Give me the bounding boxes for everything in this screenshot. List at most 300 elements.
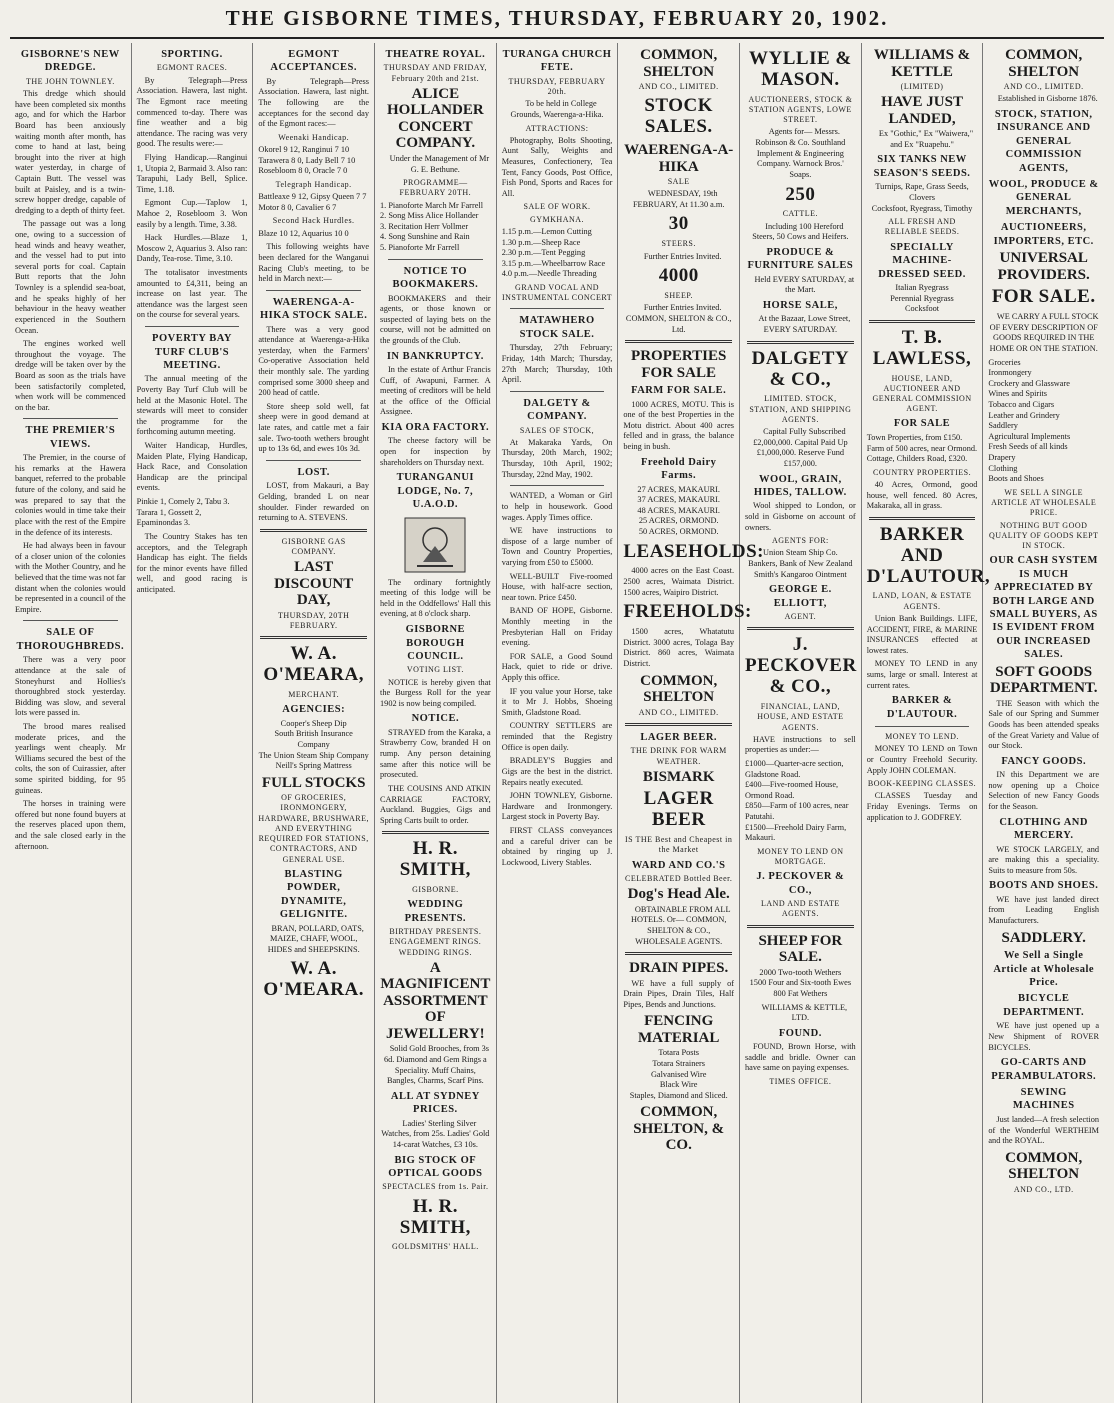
ad-text: WE have a full supply of Drain Pipes, Drain Tiles, Half Pipes, Bends and Junctions. [623, 978, 735, 1009]
subheadline: Weenaki Handicap. [278, 132, 350, 142]
classified-ad: WE have instructions to dispose of a large number of Town and Country Properties, varying from £50 to £5000. [501, 526, 613, 567]
column-9 [983, 43, 1104, 1403]
ad-headline: We Sell a Single Article at Wholesale Price. [993, 950, 1095, 989]
list-item: Totara Strainers [652, 1059, 706, 1069]
headline: POVERTY BAY TURF CLUB'S MEETING. [152, 333, 232, 371]
divider [747, 925, 854, 928]
subheadline: EGMONT RACES. [156, 63, 228, 73]
ad-headline: GO-CARTS AND PERAMBULATORS. [991, 1057, 1097, 1082]
ad-headline: BIG STOCK OF OPTICAL GOODS [388, 1154, 483, 1180]
ad-text: At Makaraka Yards, On Thursday, 20th March, 1902; Thursday, 10th April, 1902; Thursday, 22nd May, 1902. [501, 437, 613, 479]
sheep-list [745, 968, 856, 1000]
list-item: 50 ACRES, ORMOND. [638, 526, 719, 536]
article-paragraph: The Country Stakes has ten acceptors, and the Telegraph Handicap has eight. The fields for the minor events have filled well, and good racing is anticipated. [136, 531, 248, 594]
ad-headline: AUCTIONEERS, IMPORTERS, ETC. [993, 222, 1094, 247]
list-item: Fresh Seeds of all kinds [988, 442, 1068, 452]
ad-text: 40 Acres, Ormond, good house, well fenced. 80 Acres, Makaraka, all in grass. [866, 479, 978, 511]
list-item: 1500 Four and Six-tooth Ewes [749, 978, 852, 988]
ad-text: WEDNESDAY, 19th FEBRUARY, At 11.30 a.m. [632, 189, 725, 209]
divider [625, 952, 732, 955]
list-item: £850—Farm of 100 acres, near Patutahi. [745, 801, 849, 822]
classified-ad: BRADLEY'S Buggies and Gigs are the best in the district. Repairs neatly executed. [501, 756, 613, 787]
article-paragraph: The totalisator investments amounted to £4,311, being an increase on last year. The attendance was the largest seen on the course for several years. [136, 268, 248, 320]
company-name: COMMON, SHELTON [640, 672, 718, 706]
company-subtitle: AND CO., LIMITED. [1003, 82, 1084, 91]
ad-number: 4000 [658, 265, 699, 287]
ad-headline: UNIVERSAL PROVIDERS. [997, 250, 1090, 283]
headline: GISBORNE'S NEW DREDGE. [20, 49, 120, 74]
subheadline: THE JOHN TOWNLEY. [25, 76, 115, 86]
ad-headline: SOFT GOODS DEPARTMENT. [989, 663, 1098, 697]
article-paragraph: Store sheep sold well, fat sheep were in good demand at late rates, and cattle met a fair sale. Two-tooth wethers brought up to 13s 6d, and ewes 10s 3d. [258, 401, 370, 454]
ad-text: IN this Department we are now opening up a Choice Selection of new Fancy Goods for the Season. [988, 770, 1100, 812]
classified-ad: WELL-BUILT Five-roomed House, with half-acre section, near town. Price £450. [501, 571, 613, 602]
list-item: Cottage, Childers Road, £320. [866, 454, 968, 464]
list-item: Battleaxe 9 12, Gipsy Queen 7 7 [258, 192, 367, 202]
ad-headline: FOR SALE. [991, 286, 1096, 308]
article-paragraph: He had always been in favour of a closer union of the colonies with the Mother Country, and he believed that the time was not far distant when the colonies would be represented in a council of the Empire. [15, 541, 126, 614]
company-name: T. B. LAWLESS, [872, 326, 972, 369]
list-item: Pinkie 1, Comely 2, Tabu 3. [136, 497, 230, 507]
ad-text: Wool shipped to London, or sold in Gisborne on account of owners. [745, 501, 856, 532]
article-paragraph: The horses in training were offered but none found buyers at the reserves placed upon them, and the sale closed early in the afternoon. [15, 799, 126, 851]
list-item: Smith's Kangaroo Ointment [753, 569, 847, 579]
ad-headline: ALL AT SYDNEY PRICES. [390, 1090, 480, 1116]
agents-list [745, 548, 856, 580]
headline: NOTICE TO BOOKMAKERS. [392, 265, 479, 291]
ad-text: Held EVERY SATURDAY, at the Mart. [754, 274, 855, 295]
ad-headline: SHEEP FOR SALE. [758, 932, 843, 966]
ad-text: Ladies' Sterling Silver Watches, from 25s. Ladies' Gold 14-carat Watches, £3 10s. [381, 1118, 490, 1149]
notice-text: In the estate of Arthur Francis Cuff, of Awapuni, Farmer. A meeting of creditors will be held at the office of the Official Assignee. [380, 365, 491, 417]
merchant-town: GISBORNE. [412, 885, 459, 895]
ad-headline: WOOL, GRAIN, HIDES, TALLOW. [753, 473, 847, 498]
ad-subtext: THE DRINK FOR WARM WEATHER. [630, 746, 727, 766]
list-item: 48 ACRES, MAKAURI. [637, 505, 720, 515]
list-item: Crockery and Glassware [988, 378, 1070, 388]
ad-text: Under the Management of Mr G. E. Bethune. [389, 153, 490, 174]
ad-headline: PRODUCE & FURNITURE SALES [747, 246, 854, 272]
ad-text: THE Season with which the Sale of our Spring and Summer Goods has been attended speaks of the Great Variety and Value of our Stock. [988, 698, 1100, 751]
ad-headline: FULL STOCKS [261, 774, 366, 791]
subheadline: MONEY TO LEND. [885, 732, 959, 742]
ad-text: Just landed—A fresh selection of the Wonderful WERTHEIM and the ROYAL. [988, 1114, 1100, 1146]
divider [23, 620, 118, 621]
notice-text: The ordinary fortnightly meeting of this lodge will be held in the Oddfellows' Hall this evening, at 8 o'clock sharp. [380, 577, 491, 619]
ad-headline: LEASEHOLDS: [623, 540, 765, 562]
gymkhana-list [502, 227, 613, 280]
column-3 [253, 43, 375, 1403]
list-item: 1. Pianoforte March Mr Farrell [380, 200, 484, 210]
subheadline: GRAND VOCAL AND INSTRUMENTAL CONCERT [501, 282, 613, 303]
company-name: COMMON, SHELTON, & CO. [633, 1104, 725, 1154]
list-item: 800 Fat Wethers [773, 988, 828, 998]
notice-text: MONEY TO LEND on Town or Country Freehold Security. Apply JOHN COLEMAN. [866, 744, 978, 775]
ad-headline: ALICE HOLLANDER CONCERT COMPANY. [387, 85, 484, 152]
company-name: COMMON, SHELTON [1005, 47, 1083, 80]
ad-text: MONEY TO LEND in any sums, large or small. Interest at current rates. [866, 659, 978, 690]
headline: KIA ORA FACTORY. [381, 422, 490, 434]
divider [260, 529, 367, 532]
subheadline: BOOK-KEEPING CLASSES. [867, 779, 977, 789]
ad-text: Thursday, 27th February; Friday, 14th March; Thursday, 27th March; Thursday, 10th April. [501, 343, 613, 385]
ad-headline: BLASTING POWDER, DYNAMITE, GELIGNITE. [279, 868, 348, 921]
ad-text: WE have just landed direct from Leading English Manufacturers. [988, 894, 1100, 926]
ad-headline: STOCK, STATION, INSURANCE AND GENERAL COMMISSION AGENTS, [994, 108, 1093, 174]
fencing-list [623, 1048, 734, 1101]
ad-headline: WAERENGA-A-HIKA [624, 142, 734, 175]
ad-subtext: SPECTACLES from 1s. Pair. [382, 1182, 489, 1192]
list-item: 37 ACRES, MAKAURI. [637, 495, 720, 505]
subheadline: VOTING LIST. [406, 665, 464, 675]
subheadline: COUNTRY PROPERTIES. [873, 467, 972, 477]
ad-subtext: CELEBRATED Bottled Beer. [625, 873, 733, 883]
article-paragraph: The passage out was a long one, owing to a succession of head winds and heavy weather, and the vessel had to put into several ports for coal. Captain Butt reports that the John Townley is a splendid sea-boat, and he speaks highly of her behaviour in the heavy weather experienced in the Southern Ocean. [15, 219, 126, 335]
list-item: 5. Pianoforte Mr Farrell [380, 243, 460, 253]
ad-text: WILLIAMS & KETTLE, LTD. [761, 1002, 848, 1023]
column-5 [497, 43, 619, 1403]
subheadline: SALES OF STOCK, [519, 425, 595, 435]
ad-headline: DRAIN PIPES. [629, 960, 729, 977]
subheadline: MONEY TO LEND ON MORTGAGE. [757, 846, 844, 867]
list-item: 2.30 p.m.—Tent Pegging [501, 248, 586, 258]
divider [382, 831, 489, 834]
ad-headline: BICYCLE DEPARTMENT. [1003, 993, 1085, 1018]
headline: GISBORNE BOROUGH COUNCIL. [405, 624, 466, 662]
merchant-name: W. A. O'MEARA. [263, 958, 364, 1001]
list-item: Drapery [988, 453, 1016, 463]
list-item: Blaze 10 12, Aquarius 10 0 [258, 228, 349, 238]
ad-subtext: STEERS. [661, 239, 696, 249]
list-item: Neill's Spring Mattress [275, 761, 352, 771]
acceptances-list [258, 229, 369, 240]
ad-headline: AGENCIES: [282, 704, 346, 716]
list-item: Turnips, Rape, Grass Seeds, Clovers [875, 182, 969, 202]
notice-text: STRAYED from the Karaka, a Strawberry Cow, branded H on rump. Any person detaining same after this notice will be prosecuted. [380, 727, 491, 780]
ad-text: OBTAINABLE FROM ALL HOTELS. Or— COMMON, SHELTON & CO., WHOLESALE AGENTS. [630, 904, 731, 946]
merchant-name: H. R. SMITH, [399, 1195, 471, 1238]
subheadline: WE SELL A SINGLE ARTICLE AT WHOLESALE PRICE. [991, 487, 1097, 518]
ad-headline: A MAGNIFICENT ASSORTMENT OF JEWELLERY! [380, 959, 491, 1042]
subheadline: AGENTS FOR: [771, 536, 829, 546]
company-name: COMMON, SHELTON [640, 47, 718, 80]
column-8 [862, 43, 991, 1403]
list-item: Agricultural Implements [988, 431, 1071, 441]
divider [747, 341, 854, 344]
ad-subtext: SHEEP. [664, 291, 693, 301]
divider [266, 460, 361, 461]
acceptances-list [258, 192, 369, 213]
list-item: Motor 8 0, Cavalier 6 7 [258, 202, 337, 212]
company-name: WILLIAMS & KETTLE [873, 47, 971, 80]
article-paragraph: By Telegraph—Press Association. Hawera, last night. The Egmont race meeting commenced to-day. There was fine weather and a big attendance. The racing was very good. The results were:— [136, 75, 248, 149]
column-7 [740, 43, 862, 1403]
ad-headline: LAST DISCOUNT DAY, [274, 559, 354, 609]
subheadline: ATTRACTIONS: [525, 123, 589, 133]
headline: TURANGA CHURCH FETE. [502, 49, 612, 74]
company-subtitle: LIMITED. STOCK, STATION, AND SHIPPING AGENTS. [749, 394, 852, 424]
programme-list [380, 201, 491, 254]
list-item: Italian Ryegrass [895, 282, 949, 292]
classified-ad: FOR SALE, a Good Sound Hack, quiet to ride or drive. Apply this office. [501, 651, 613, 683]
ad-headline: PROPERTIES FOR SALE [631, 348, 727, 381]
lodge-emblem-icon [403, 516, 467, 574]
headline: WAERENGA-A-HIKA STOCK SALE. [260, 296, 368, 322]
divider [625, 723, 732, 726]
headline: IN BANKRUPTCY. [386, 350, 484, 362]
divider [266, 290, 361, 291]
ad-text: Capital Fully Subscribed £2,000,000. Capital Paid Up £1,000,000. Reserve Fund £157,000. [753, 427, 848, 468]
list-item: Tobacco and Cigars [988, 399, 1055, 409]
company-name: BARKER AND D'LAUTOUR, [866, 523, 991, 587]
list-item: Totara Posts [658, 1048, 700, 1058]
headline: TURANGANUI LODGE, No. 7, U.A.O.D. [396, 472, 475, 511]
article-paragraph: By Telegraph—Press Association. Hawera, last night. The following are the acceptances for the second day of the Egmont races:— [258, 76, 370, 129]
results-list [137, 497, 248, 529]
merchant-name: W. A. O'MEARA, [263, 643, 364, 686]
ad-subtext: BIRTHDAY PRESENTS. ENGAGEMENT RINGS. WEDDING RINGS. [389, 927, 482, 957]
headline: SALE OF THOROUGHBREDS. [16, 627, 125, 652]
goods-list [988, 358, 1099, 485]
list-item: Farm of 500 acres, near Ormond. [866, 443, 978, 453]
subheadline: SALE OF WORK. [523, 202, 591, 212]
notice-text: CLASSES Tuesday and Friday Evenings. Terms on application to J. GODFREY. [866, 791, 978, 822]
list-item: Cocksfoot [904, 304, 940, 314]
list-item: 3. Recitation Herr Vollmer [380, 221, 469, 231]
headline: DALGETY & COMPANY. [523, 397, 591, 423]
subheadline: TIMES OFFICE. [769, 1077, 832, 1087]
list-item: Clothing [988, 463, 1018, 473]
company-subtitle: (LIMITED) [900, 82, 944, 91]
ad-text: 1000 ACRES, MOTU. This is one of the best Properties in the Motu district. About 400 acres felled and in grass, the balance being in bush. [623, 399, 735, 452]
list-item: Rosebloom 8 0, Oracle 7 0 [258, 166, 348, 176]
list-item: Town Properties, from £150. [866, 432, 963, 442]
divider [388, 259, 483, 260]
ad-headline: FARM FOR SALE. [631, 385, 727, 397]
ad-text: At the Bazaar, Lowe Street, EVERY SATURDAY. [758, 314, 851, 335]
divider [875, 726, 970, 727]
ad-headline: STOCK SALES. [644, 95, 714, 138]
company-name: GISBORNE GAS COMPANY. [281, 536, 346, 557]
ad-subtext: IS THE Best and Cheapest in the Market [625, 835, 733, 855]
ad-text: Photography, Bolts Shooting, Aunt Sally, Weights and Measures, Confectionery, Tea Tent, Fancy Goods, Post Office, Fish Pond, Sports and Races for All. [501, 135, 613, 198]
divider [145, 326, 240, 327]
subheadline: Second Hack Hurdles. [272, 216, 355, 226]
list-item: Leather and Grindery [988, 410, 1060, 420]
headline: THE PREMIER'S VIEWS. [25, 425, 116, 450]
ad-headline: WOOL, PRODUCE & GENERAL MERCHANTS, [988, 179, 1099, 217]
company-name: WYLLIE & MASON. [749, 48, 852, 90]
list-item: Groceries [988, 357, 1021, 367]
ad-headline: FANCY GOODS. [1001, 755, 1087, 767]
article-paragraph: The brood mares realised moderate prices, and the yearlings went cheaply. Mr Williams secured the best of the colts, the son of Cuirassier, after some spirited bidding, for 95 guineas. [15, 721, 126, 795]
list-item: South British Insurance Company [274, 729, 353, 749]
ad-headline: THEATRE ROYAL. [385, 49, 486, 60]
race-result: Egmont Cup.—Taplow 1, Mahoe 2, Rosebloom 3. Won easily by a length. Time, 3.38. [136, 198, 248, 229]
ad-subtext: CATTLE. [782, 209, 818, 219]
ad-text: Established in Gisborne 1876. [997, 94, 1098, 104]
list-item: 25 ACRES, ORMOND. [638, 516, 719, 526]
ad-date: THURSDAY, 20TH FEBRUARY. [277, 610, 350, 630]
ad-headline: FREEHOLDS: [623, 601, 752, 623]
list-item: Tarawera 8 0, Lady Bell 7 10 [258, 155, 356, 165]
article-paragraph: The Premier, in the course of his remarks at the Hawera banquet, referred to the probable future of the colony, and said he was prepared to say that the colonies would in time take their place with the rest of the Empire in the defence of its interests. [15, 453, 126, 537]
ad-text: WE CARRY A FULL STOCK OF EVERY DESCRIPTION OF GOODS REQUIRED IN THE HOME OR ON THE STATION. [989, 312, 1099, 353]
divider [510, 391, 605, 392]
ad-subtext: OF GROCERIES, IRONMONGERY, HARDWARE, BRUSHWARE, AND EVERYTHING REQUIRED FOR STATIONS, CONTRACTORS, AND GENERAL USE. [258, 793, 370, 864]
list-item: Galvanised Wire [650, 1069, 707, 1079]
ad-subtext: THURSDAY AND FRIDAY, February 20th and 21st. [383, 63, 488, 83]
agencies-list [258, 719, 369, 772]
ad-headline: FENCING MATERIAL [637, 1013, 720, 1046]
ad-number: 30 [668, 213, 689, 235]
company-name: J. PECKOVER & CO., [745, 634, 857, 698]
subheadline: PROGRAMME—FEBRUARY 20TH. [399, 178, 472, 198]
ad-text: HAVE instructions to sell properties as under:— [745, 734, 856, 755]
ad-number: 250 [785, 183, 816, 205]
divider [747, 627, 854, 630]
classified-ad: FIRST CLASS conveyances and a careful driver can be obtained by ringing up J. Lockwood, Livery Stables. [501, 825, 613, 867]
company-name: DALGETY & CO., [751, 347, 850, 390]
company-subtitle: AND CO., LIMITED. [638, 707, 719, 717]
list-item: 1.15 p.m.—Lemon Cutting [501, 226, 592, 236]
list-item: Cocksfoot, Ryegrass, Timothy [871, 203, 973, 213]
notice-text: BOOKMAKERS and their agents, or those known or suspected of laying bets on the course, will not be admitted on the grounds of the Club. [380, 293, 491, 345]
headline: FOUND. [778, 1027, 822, 1039]
ad-text: Further Entries Invited. COMMON, SHELTON & CO., Ltd. [625, 303, 732, 334]
list-item: Saddlery [988, 421, 1018, 431]
list-item: Okorel 9 12, Ranginui 7 10 [258, 145, 350, 155]
divider [869, 320, 976, 323]
company-subtitle: LAND, LOAN, & ESTATE AGENTS. [872, 591, 972, 611]
list-item: 2000 Two-tooth Wethers [759, 967, 842, 977]
notice-text: NOTICE is hereby given that the Burgess Roll for the year 1902 is now being compiled. [380, 677, 491, 708]
seeds-list [867, 283, 978, 315]
classified-ad: JOHN TOWNLEY, Gisborne. Hardware and Ironmongery. Largest stock in Poverty Bay. [501, 791, 613, 822]
company-subtitle: LAND AND ESTATE AGENTS. [760, 899, 840, 919]
ad-headline: SADDLERY. [1001, 929, 1086, 946]
ad-headline: Dog's Head Ale. [627, 886, 730, 903]
ad-headline: WARD AND CO.'S [631, 859, 726, 871]
list-item: 4. Song Sunshine and Rain [380, 232, 470, 242]
seeds-list [867, 182, 978, 214]
classified-ad: BAND OF HOPE, Gisborne. Monthly meeting in the Presbyterian Hall on Friday evening. [501, 606, 613, 648]
headline: MATAWHERO STOCK SALE. [519, 315, 595, 340]
article-paragraph: Waiter Handicap, Hurdles, Maiden Plate, Flying Handicap, Hack Race, and Consolation Handicap are the principal events. [136, 441, 248, 493]
list-item: Perennial Ryegrass [890, 293, 954, 303]
column-1 [10, 43, 132, 1403]
classified-ad: IF you value your Horse, take it to Mr J. Hobbs, Shoeing Smith, Gladstone Road. [501, 686, 613, 717]
headline: NOTICE. [411, 713, 460, 725]
masthead: THE GISBORNE TIMES, THURSDAY, FEBRUARY 20, 1902. [10, 6, 1104, 39]
race-result: Hack Hurdles.—Blaze 1, Moscow 2, Aquarius 3. Also ran: Dandy, Tea-rose. Time, 3.10. [136, 233, 248, 264]
ad-headline: HAVE JUST LANDED, [881, 94, 963, 127]
article-paragraph: There was a very good attendance at Waerenga-a-Hika yesterday, when the Farmers' Co-operative Association held their monthly sale. The yarding comprised some 3000 sheep and 200 head of cattle. [258, 324, 370, 398]
divider [260, 636, 367, 639]
list-item: 1.30 p.m.—Sheep Race [501, 237, 581, 247]
properties-list [745, 759, 856, 844]
ad-text: WE have just opened up a New Shipment of ROVER BICYCLES. [988, 1021, 1100, 1052]
ad-text: 4000 acres on the East Coast. 2500 acres, Waimata District. 1500 acres, Waipiro District. [623, 566, 735, 597]
list-item: £400—Five-roomed House, Ormond Road. [745, 780, 839, 800]
list-item: 3.15 p.m.—Wheelbarrow Race [501, 258, 606, 268]
divider [23, 418, 118, 419]
notice-text: The cheese factory will be open for inspection by shareholders on Thursday next. [380, 436, 491, 467]
ad-headline: Freehold Dairy Farms. [641, 456, 717, 482]
list-item: 2. Song Miss Alice Hollander [380, 211, 479, 221]
company-name: BARKER & D'LAUTOUR. [886, 695, 958, 720]
list-item: The Union Steam Ship Company [258, 750, 369, 760]
race-result: Flying Handicap.—Ranginui 1, Utopia 2, Barmaid 3. Also ran: Tarapuhi, Lady Bell, Splice. Time, 1.18. [136, 152, 248, 194]
article-paragraph: This following weights have been declared for the Wanganui Racing Club's meeting, to be held in March next:— [258, 242, 370, 284]
divider [625, 340, 732, 343]
divider [510, 308, 605, 309]
divider [510, 485, 605, 486]
ad-headline: BOOTS AND SHOES. [989, 880, 1099, 892]
ad-headline: SEWING MACHINES [1012, 1087, 1075, 1112]
ad-headline: LAGER BEER [643, 788, 714, 831]
subheadline: NOTHING BUT GOOD QUALITY OF GOODS KEPT IN STOCK. [988, 520, 1099, 551]
list-item: Bankers, Bank of New Zealand [748, 559, 853, 569]
ad-headline: SIX TANKS NEW SEASON'S SEEDS. [873, 154, 971, 179]
ad-headline: FOR SALE [893, 418, 951, 430]
ad-text: Solid Gold Brooches, from 3s 6d. Diamond and Gem Rings a Speciality. Muff Chains, Bangles, Charms, Scarf Pins. [383, 1044, 490, 1086]
subheadline: Telegraph Handicap. [275, 179, 352, 189]
column-6 [618, 43, 765, 1403]
ad-text: Further Entries Invited. [643, 251, 722, 261]
column-2 [132, 43, 254, 1403]
merchant-name: H. R. SMITH, [399, 838, 471, 881]
list-item: Union Steam Ship Co. [763, 548, 838, 558]
company-name: J. PECKOVER & CO., [756, 871, 845, 896]
company-subtitle: FINANCIAL, LAND, HOUSE, AND ESTATE AGENTS. [757, 702, 844, 732]
ad-text: WE STOCK LARGELY, and are making this a speciality. Suits to measure from 50s. [988, 844, 1100, 875]
merchant-address: GOLDSMITHS' HALL. [391, 1242, 479, 1252]
article-paragraph: The annual meeting of the Poverty Bay Turf Club will be held at the Masonic Hotel. The stewards will meet to consider the programme for the forthcoming autumn meeting. [136, 374, 248, 437]
article-paragraph: The engines worked well throughout the voyage. The dredge will be taken over by the Board as soon as the trials have been satisfactorily completed, when work will be commenced on the bar. [15, 339, 126, 412]
notice-text: LOST, from Makauri, a Bay Gelding, branded L on near shoulder. Finder rewarded on returning to A. STEVENS. [258, 481, 370, 523]
merchant-title: MERCHANT. [288, 690, 340, 699]
list-item: Staples, Diamond and Sliced. [629, 1090, 728, 1100]
list-item: Boots and Shoes [988, 474, 1044, 484]
ad-text: BRAN, POLLARD, OATS, MAIZE, CHAFF, WOOL, HIDES and SHEEPSKINS. [267, 923, 364, 954]
headline: EGMONT ACCEPTANCES. [270, 49, 357, 74]
headline: LOST. [297, 466, 330, 478]
list-item: £1000—Quarter-acre section, Gladstone Road. [745, 759, 844, 779]
company-subtitle: AUCTIONEERS, STOCK & STATION AGENTS, LOWE STREET. [748, 94, 853, 125]
headline: SPORTING. [161, 49, 223, 60]
list-item: 27 ACRES, MAKAURI. [637, 484, 720, 494]
ad-headline: HORSE SALE, [762, 299, 838, 311]
ad-subtext: SALE [667, 177, 690, 187]
column-4 [375, 43, 497, 1403]
divider [869, 517, 976, 520]
ad-text: To be held in College Grounds, Waerenga-a-Hika. [510, 99, 604, 119]
article-paragraph: This dredge which should have been completed six months ago, and for which the Harbor Board has been anxiously waiting month after month, has come to hand at last, being brought into the river at high water yesterday, in charge of Captain Butt. The vessel was built at Paisley, and is a twin-screw hopper dredge, capable of dredging to a depth of thirty feet. [15, 89, 126, 215]
ad-headline: SPECIALLY MACHINE-DRESSED SEED. [878, 241, 966, 280]
agent-title: AGENT. [784, 612, 817, 622]
subheadline: GYMKHANA. [529, 214, 585, 224]
ad-headline: WEDDING PRESENTS. [404, 899, 467, 924]
list-item: 4.0 p.m.—Needle Threading [501, 269, 597, 279]
properties-list [867, 433, 978, 465]
agent-name: GEORGE E. ELLIOTT, [768, 584, 832, 609]
classified-ad: WANTED, a Woman or Girl to help in housework. Good wages. Apply Times office. [501, 491, 613, 522]
list-item: Tarara 1, Gossett 2, Epaminondas 3. [136, 507, 202, 528]
list-item: £1500—Freehold Dairy Farm, Makauri. [745, 822, 847, 843]
ad-text: Including 100 Hereford Steers, 50 Cows and Heifers. [752, 221, 849, 242]
ad-headline: CLOTHING AND MERCERY. [999, 816, 1088, 842]
